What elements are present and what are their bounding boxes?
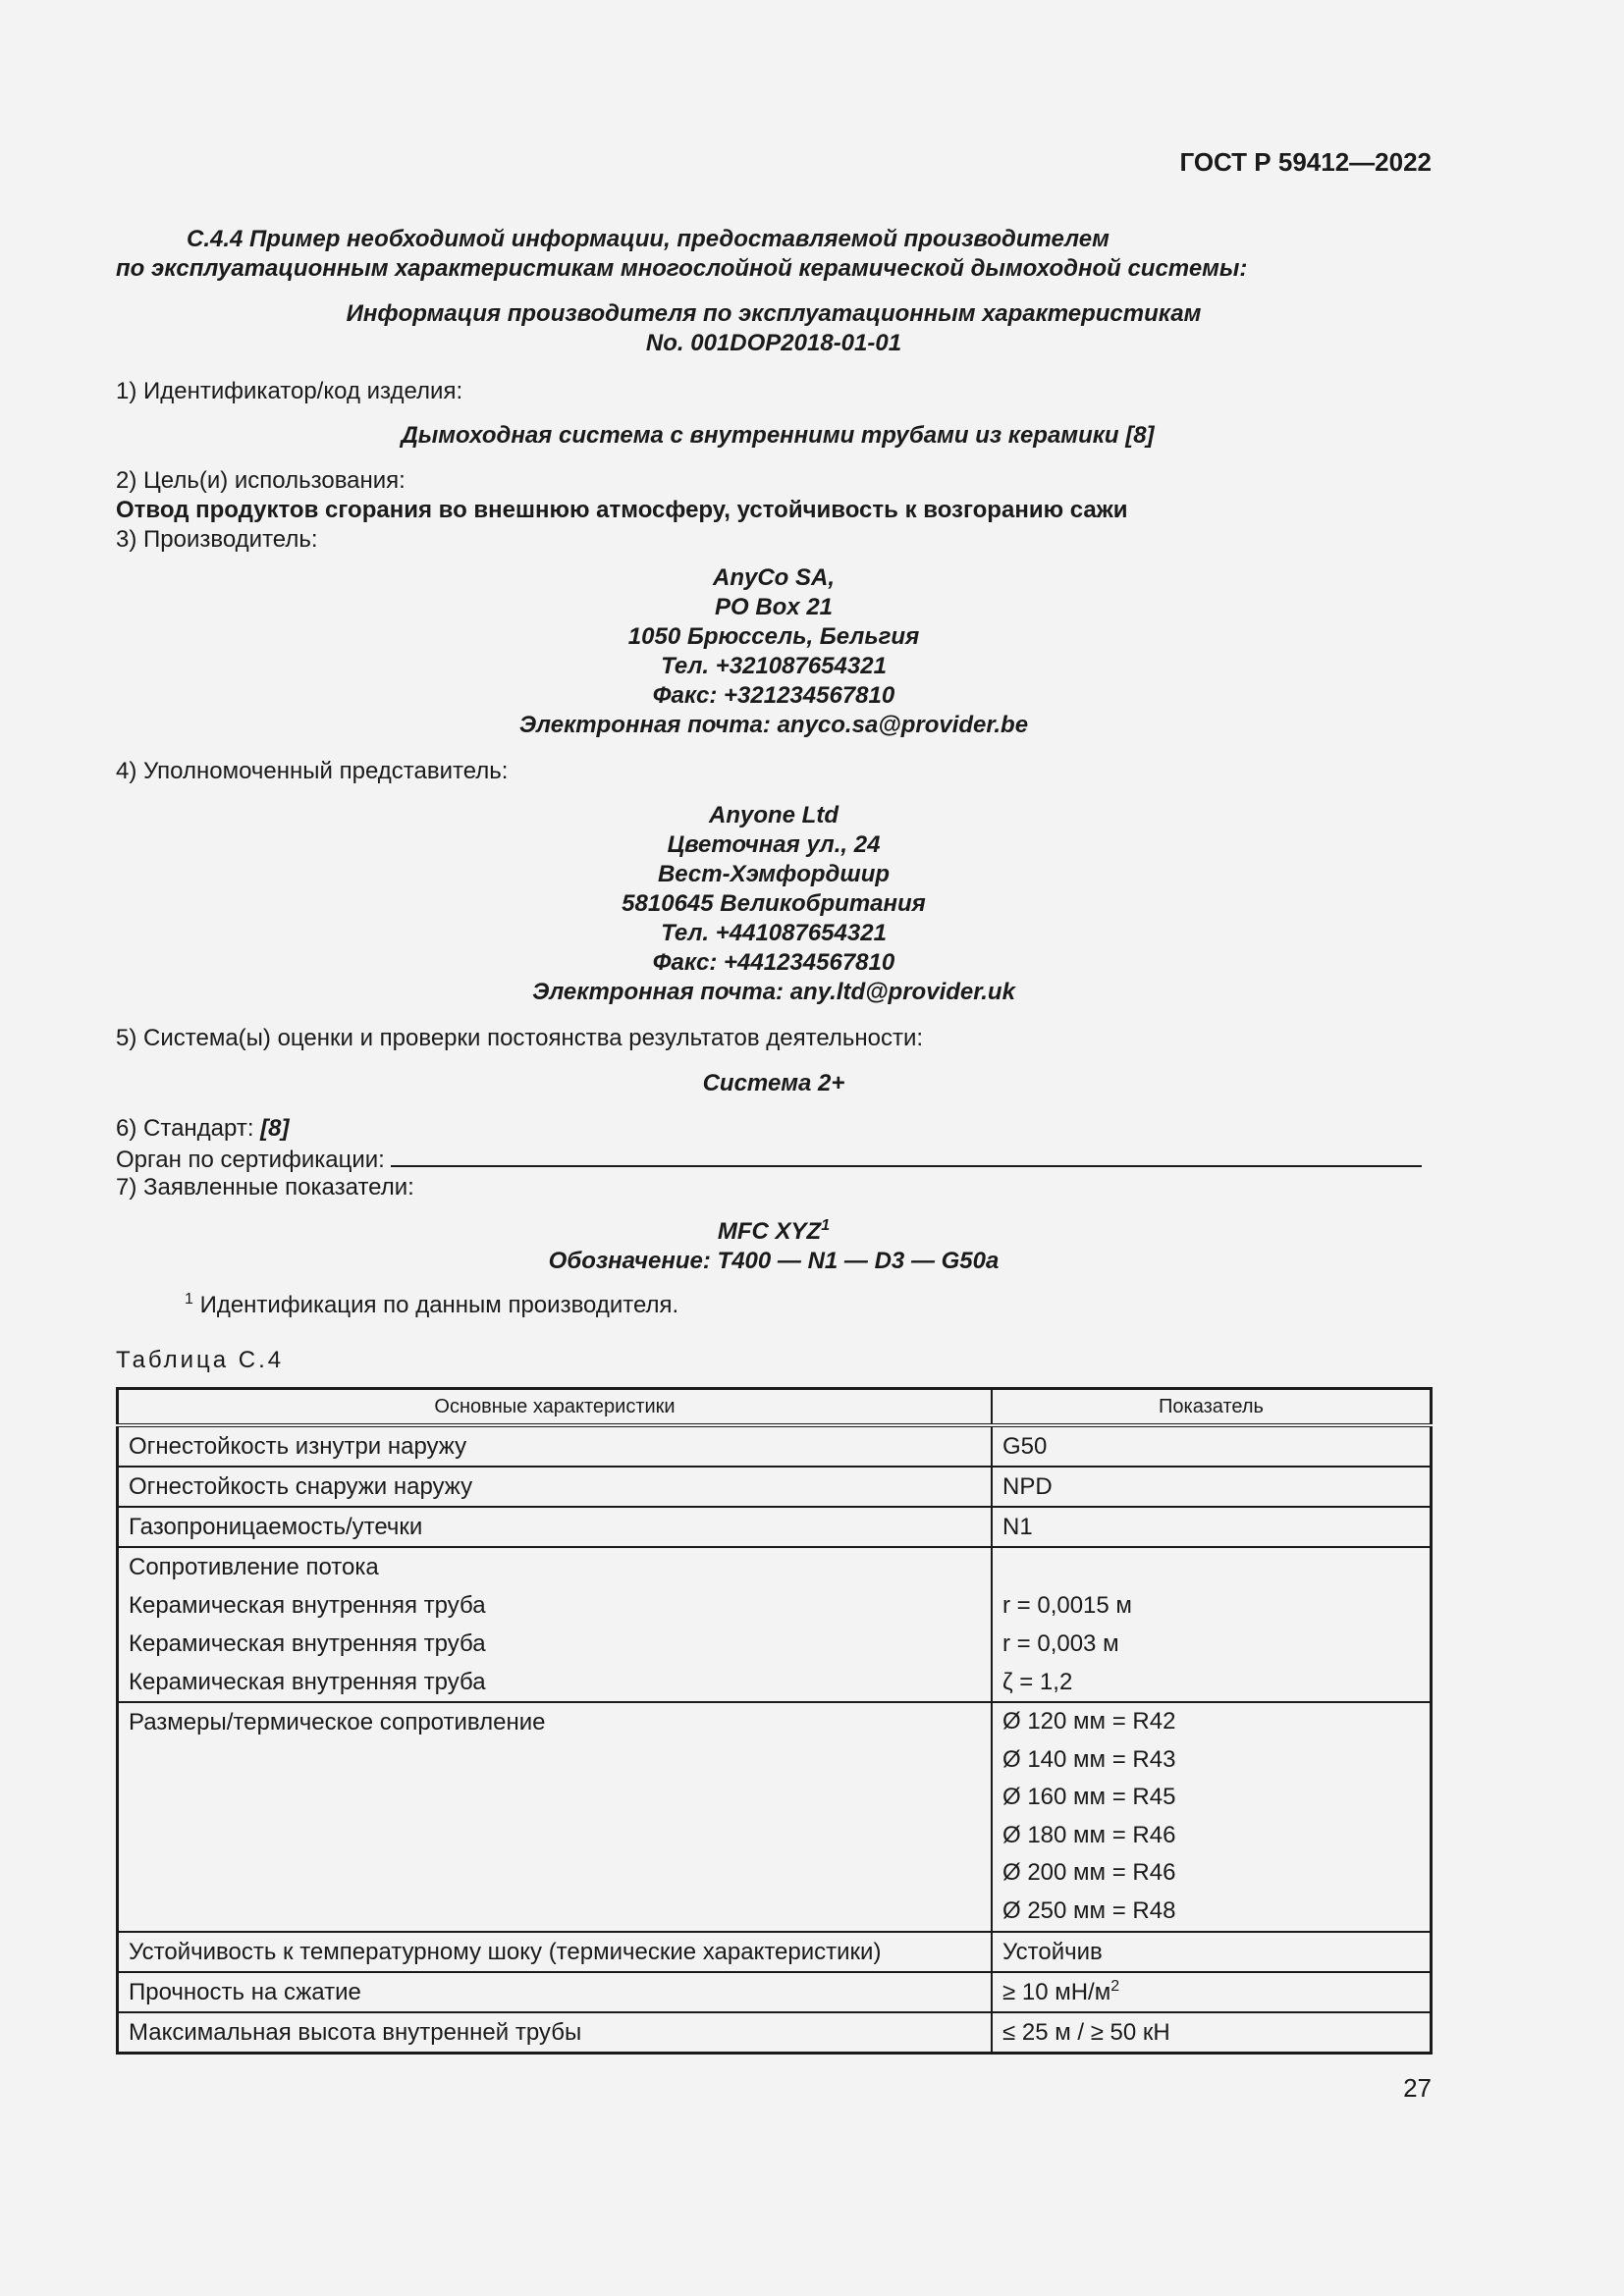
cell-line: Керамическая внутренняя труба xyxy=(129,1630,486,1657)
dop-title: Информация производителя по эксплуатационным характеристикам xyxy=(346,300,1202,327)
cell-line: Ø 200 мм = R46 xyxy=(1002,1859,1176,1887)
cell-line: Ø 120 мм = R42 xyxy=(1002,1708,1176,1735)
table-cell-value: NPD xyxy=(992,1467,1432,1507)
representative-line: Тел. +441087654321 xyxy=(661,920,887,946)
table-header-characteristic: Основные характеристики xyxy=(118,1389,993,1426)
table-row xyxy=(118,1972,1432,2012)
table-row xyxy=(118,1425,1432,1467)
representative-address xyxy=(116,801,1432,1007)
item5-label: 5) Система(ы) оценки и проверки постоянства результатов деятельности: xyxy=(116,1025,924,1051)
intro-line-2: по эксплуатационным характеристикам многослойной керамической дымоходной системы: xyxy=(116,255,1248,282)
cell-line: Керамическая внутренняя труба xyxy=(129,1669,486,1695)
section-intro xyxy=(116,225,1432,284)
representative-line: Электронная почта: any.ltd@provider.uk xyxy=(532,979,1015,1005)
item2-value: Отвод продуктов сгорания во внешнюю атмосферу, устойчивость к возгоранию сажи xyxy=(116,497,1128,523)
cell-line: Ø 140 мм = R43 xyxy=(1002,1745,1176,1773)
table-cell-value: ≤ 25 м / ≥ 50 кН xyxy=(992,2012,1432,2054)
item2-label: 2) Цель(и) использования: xyxy=(116,467,406,494)
item6-label: 6) Стандарт: xyxy=(116,1115,254,1142)
cell-line: Сопротивление потока xyxy=(129,1554,379,1580)
table-row xyxy=(118,1932,1432,1972)
table-cell-characteristic: Газопроницаемость/утечки xyxy=(118,1507,993,1547)
table-cell-characteristic xyxy=(118,1547,993,1702)
representative-line: Цветочная ул., 24 xyxy=(667,831,881,858)
table-cell-characteristic: Огнестойкость снаружи наружу xyxy=(118,1467,993,1507)
representative-line: Вест-Хэмфордшир xyxy=(657,861,891,887)
item1-value: Дымоходная система с внутренними трубами из керамики [8] xyxy=(401,422,1155,449)
table-header-value: Показатель xyxy=(992,1389,1432,1426)
table-cell-characteristic: Максимальная высота внутренней трубы xyxy=(118,2012,993,2054)
product-name-line xyxy=(116,1217,1432,1247)
table-cell-value xyxy=(992,1972,1432,2012)
cell-line: Ø 250 мм = R48 xyxy=(1002,1896,1176,1924)
characteristics-table xyxy=(116,1387,1433,2055)
cell-line: r = 0,0015 м xyxy=(1002,1592,1132,1619)
item7-label: 7) Заявленные показатели: xyxy=(116,1174,414,1201)
dop-number: No. 001DOP2018-01-01 xyxy=(645,330,902,356)
cell-value-text: ≥ 10 мН/м xyxy=(1002,1978,1111,2005)
table-cell-value: Устойчив xyxy=(992,1932,1432,1972)
item6-value: [8] xyxy=(260,1115,290,1142)
table-row xyxy=(118,2012,1432,2054)
table-cell-characteristic: Устойчивость к температурному шоку (термические характеристики) xyxy=(118,1932,993,1972)
table-cell-characteristic: Прочность на сжатие xyxy=(118,1972,993,2012)
cell-line: Ø 160 мм = R45 xyxy=(1002,1784,1176,1811)
manufacturer-address xyxy=(116,563,1432,740)
item4-label: 4) Уполномоченный представитель: xyxy=(116,758,509,784)
representative-line: Факс: +441234567810 xyxy=(652,949,895,976)
table-cell-value: G50 xyxy=(992,1425,1432,1467)
footnote xyxy=(185,1291,678,1320)
table-cell-value xyxy=(992,1702,1432,1932)
cell-value-superscript: 2 xyxy=(1110,1977,1120,1995)
page-number: 27 xyxy=(1403,2073,1432,2103)
manufacturer-line: Электронная почта: anyco.sa@provider.be xyxy=(518,712,1029,738)
manufacturer-line: Тел. +321087654321 xyxy=(661,653,887,679)
table-row xyxy=(118,1467,1432,1507)
manufacturer-line: AnyCo SA, xyxy=(712,564,835,591)
cell-line: Ø 180 мм = R46 xyxy=(1002,1821,1176,1848)
cell-line: ζ = 1,2 xyxy=(1002,1669,1073,1695)
table-row xyxy=(118,1507,1432,1547)
certification-label: Орган по сертификации: xyxy=(116,1147,385,1173)
footnote-text: Идентификация по данным производителя. xyxy=(199,1292,679,1318)
certification-body xyxy=(116,1144,1432,1175)
product-name: MFC XYZ xyxy=(717,1218,822,1245)
item3-label: 3) Производитель: xyxy=(116,526,318,553)
cell-line: Керамическая внутренняя труба xyxy=(129,1592,486,1619)
table-cell-characteristic: Размеры/термическое сопротивление xyxy=(118,1702,993,1932)
table-row xyxy=(118,1702,1432,1932)
representative-line: Anyone Ltd xyxy=(709,802,839,828)
manufacturer-line: PO Box 21 xyxy=(714,594,834,620)
dop-heading xyxy=(116,299,1432,358)
table-cell-value: N1 xyxy=(992,1507,1432,1547)
intro-line-1: С.4.4 Пример необходимой информации, предоставляемой производителем xyxy=(187,226,1110,252)
table-caption: Таблица С.4 xyxy=(116,1347,285,1373)
item6-standard xyxy=(116,1114,1432,1144)
table-header-row xyxy=(118,1389,1432,1426)
product-footnote-mark: 1 xyxy=(821,1217,831,1234)
table-cell-characteristic: Огнестойкость изнутри наружу xyxy=(118,1425,993,1467)
item1-label: 1) Идентификатор/код изделия: xyxy=(116,378,463,404)
manufacturer-line: 1050 Брюссель, Бельгия xyxy=(627,623,920,650)
cell-line: r = 0,003 м xyxy=(1002,1630,1119,1657)
certification-blank-line xyxy=(391,1144,1422,1167)
footnote-mark: 1 xyxy=(185,1291,193,1308)
table-row xyxy=(118,1547,1432,1702)
representative-line: 5810645 Великобритания xyxy=(622,890,926,917)
standard-code: ГОСТ Р 59412—2022 xyxy=(1179,147,1432,177)
manufacturer-line: Факс: +321234567810 xyxy=(652,682,895,709)
table-cell-value xyxy=(992,1547,1432,1702)
declared-product xyxy=(116,1217,1432,1276)
cell-line xyxy=(1002,1548,1420,1586)
item5-value: Система 2+ xyxy=(702,1070,845,1096)
product-designation: Обозначение: T400 — N1 — D3 — G50a xyxy=(548,1248,1000,1274)
